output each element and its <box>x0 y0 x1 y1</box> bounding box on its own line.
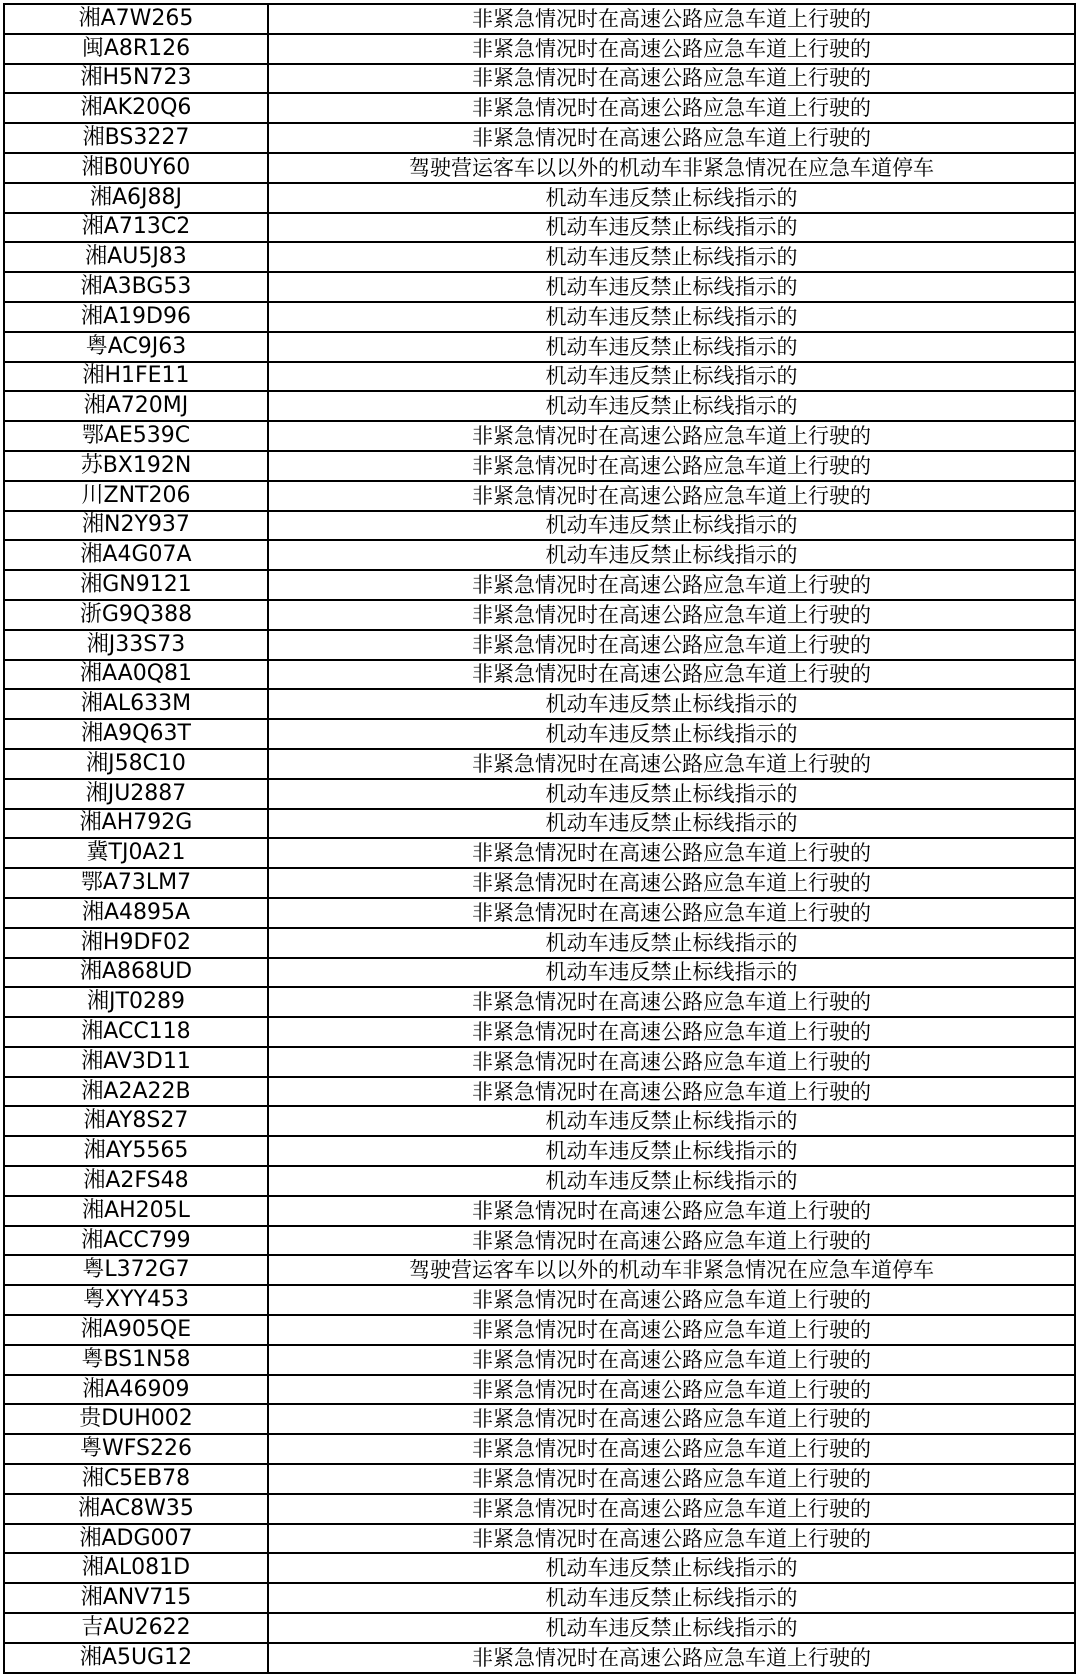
plate-number-cell: 湘J33S73 <box>4 630 268 660</box>
table-row <box>4 1553 1075 1583</box>
plate-number-cell: 湘AK20Q6 <box>4 93 268 123</box>
plate-number-cell: 粤XYY453 <box>4 1285 268 1315</box>
offense-description-cell: 非紧急情况时在高速公路应急车道上行驶的 <box>268 1285 1075 1315</box>
table-row <box>4 570 1075 600</box>
table-row <box>4 93 1075 123</box>
offense-description-cell: 机动车违反禁止标线指示的 <box>268 779 1075 809</box>
table-row <box>4 272 1075 302</box>
plate-number-cell: 湘A9Q63T <box>4 719 268 749</box>
offense-description-cell: 非紧急情况时在高速公路应急车道上行驶的 <box>268 451 1075 481</box>
offense-description-cell: 非紧急情况时在高速公路应急车道上行驶的 <box>268 1643 1075 1673</box>
offense-description-cell: 非紧急情况时在高速公路应急车道上行驶的 <box>268 1375 1075 1405</box>
offense-description-cell: 机动车违反禁止标线指示的 <box>268 332 1075 362</box>
offense-description-cell: 非紧急情况时在高速公路应急车道上行驶的 <box>268 838 1075 868</box>
offense-description-cell: 非紧急情况时在高速公路应急车道上行驶的 <box>268 1494 1075 1524</box>
table-row <box>4 1255 1075 1285</box>
plate-number-cell: 湘A713C2 <box>4 213 268 243</box>
plate-number-cell: 湘A3BG53 <box>4 272 268 302</box>
offense-description-cell: 非紧急情况时在高速公路应急车道上行驶的 <box>268 64 1075 94</box>
table-row <box>4 34 1075 64</box>
offense-description-cell: 非紧急情况时在高速公路应急车道上行驶的 <box>268 1017 1075 1047</box>
table-row <box>4 1404 1075 1434</box>
table-row <box>4 540 1075 570</box>
plate-number-cell: 粤WFS226 <box>4 1434 268 1464</box>
plate-number-cell: 冀TJ0A21 <box>4 838 268 868</box>
offense-description-cell: 非紧急情况时在高速公路应急车道上行驶的 <box>268 898 1075 928</box>
plate-number-cell: 湘H5N723 <box>4 64 268 94</box>
plate-number-cell: 湘A868UD <box>4 958 268 988</box>
plate-number-cell: 湘A905QE <box>4 1315 268 1345</box>
table-row <box>4 391 1075 421</box>
table-row <box>4 719 1075 749</box>
plate-number-cell: 湘H1FE11 <box>4 362 268 392</box>
offense-description-cell: 机动车违反禁止标线指示的 <box>268 183 1075 213</box>
plate-number-cell: 苏BX192N <box>4 451 268 481</box>
offense-description-cell: 非紧急情况时在高速公路应急车道上行驶的 <box>268 660 1075 690</box>
table-row <box>4 1375 1075 1405</box>
table-row <box>4 779 1075 809</box>
offense-description-cell: 非紧急情况时在高速公路应急车道上行驶的 <box>268 1434 1075 1464</box>
plate-number-cell: 湘A4895A <box>4 898 268 928</box>
plate-number-cell: 湘AA0Q81 <box>4 660 268 690</box>
plate-number-cell: 湘JU2887 <box>4 779 268 809</box>
table-row <box>4 1315 1075 1345</box>
offense-description-cell: 非紧急情况时在高速公路应急车道上行驶的 <box>268 1345 1075 1375</box>
offense-description-cell: 机动车违反禁止标线指示的 <box>268 689 1075 719</box>
offense-description-cell: 非紧急情况时在高速公路应急车道上行驶的 <box>268 481 1075 511</box>
offense-description-cell: 非紧急情况时在高速公路应急车道上行驶的 <box>268 868 1075 898</box>
offense-description-cell: 机动车违反禁止标线指示的 <box>268 958 1075 988</box>
offense-description-cell: 非紧急情况时在高速公路应急车道上行驶的 <box>268 1315 1075 1345</box>
plate-number-cell: 闽A8R126 <box>4 34 268 64</box>
offense-description-cell: 非紧急情况时在高速公路应急车道上行驶的 <box>268 570 1075 600</box>
offense-description-cell: 机动车违反禁止标线指示的 <box>268 242 1075 272</box>
plate-number-cell: 粤BS1N58 <box>4 1345 268 1375</box>
offense-description-cell: 非紧急情况时在高速公路应急车道上行驶的 <box>268 1404 1075 1434</box>
table-row <box>4 123 1075 153</box>
offense-description-cell: 非紧急情况时在高速公路应急车道上行驶的 <box>268 1196 1075 1226</box>
offense-description-cell: 机动车违反禁止标线指示的 <box>268 1613 1075 1643</box>
offense-description-cell: 机动车违反禁止标线指示的 <box>268 213 1075 243</box>
table-row <box>4 987 1075 1017</box>
table-row <box>4 1524 1075 1554</box>
plate-number-cell: 浙G9Q388 <box>4 600 268 630</box>
plate-number-cell: 鄂AE539C <box>4 421 268 451</box>
offense-description-cell: 非紧急情况时在高速公路应急车道上行驶的 <box>268 4 1075 34</box>
table-row <box>4 362 1075 392</box>
table-row <box>4 1643 1075 1673</box>
plate-number-cell: 鄂A73LM7 <box>4 868 268 898</box>
table-row <box>4 332 1075 362</box>
offense-description-cell: 驾驶营运客车以以外的机动车非紧急情况在应急车道停车 <box>268 1255 1075 1285</box>
offense-description-cell: 机动车违反禁止标线指示的 <box>268 511 1075 541</box>
plate-number-cell: 粤AC9J63 <box>4 332 268 362</box>
offense-description-cell: 非紧急情况时在高速公路应急车道上行驶的 <box>268 421 1075 451</box>
offense-description-cell: 机动车违反禁止标线指示的 <box>268 1136 1075 1166</box>
offense-description-cell: 机动车违反禁止标线指示的 <box>268 719 1075 749</box>
offense-description-cell: 机动车违反禁止标线指示的 <box>268 272 1075 302</box>
table-row <box>4 630 1075 660</box>
offense-description-cell: 机动车违反禁止标线指示的 <box>268 302 1075 332</box>
table-row <box>4 4 1075 34</box>
table-row <box>4 1077 1075 1107</box>
plate-number-cell: 湘JT0289 <box>4 987 268 1017</box>
offense-description-cell: 机动车违反禁止标线指示的 <box>268 1166 1075 1196</box>
offense-description-cell: 驾驶营运客车以以外的机动车非紧急情况在应急车道停车 <box>268 153 1075 183</box>
plate-number-cell: 湘ADG007 <box>4 1524 268 1554</box>
table-row <box>4 64 1075 94</box>
offense-description-cell: 非紧急情况时在高速公路应急车道上行驶的 <box>268 1464 1075 1494</box>
table-row <box>4 868 1075 898</box>
offense-description-cell: 机动车违反禁止标线指示的 <box>268 540 1075 570</box>
offense-description-cell: 非紧急情况时在高速公路应急车道上行驶的 <box>268 600 1075 630</box>
table-row <box>4 1166 1075 1196</box>
offense-description-cell: 机动车违反禁止标线指示的 <box>268 928 1075 958</box>
table-row <box>4 600 1075 630</box>
plate-number-cell: 湘ANV715 <box>4 1583 268 1613</box>
plate-number-cell: 湘AC8W35 <box>4 1494 268 1524</box>
table-row <box>4 1047 1075 1077</box>
plate-number-cell: 湘AH205L <box>4 1196 268 1226</box>
offense-description-cell: 机动车违反禁止标线指示的 <box>268 809 1075 839</box>
offense-description-cell: 机动车违反禁止标线指示的 <box>268 1583 1075 1613</box>
violation-table-body <box>4 4 1075 1673</box>
plate-number-cell: 贵DUH002 <box>4 1404 268 1434</box>
table-row <box>4 481 1075 511</box>
plate-number-cell: 湘A720MJ <box>4 391 268 421</box>
plate-number-cell: 湘A2FS48 <box>4 1166 268 1196</box>
table-row <box>4 1494 1075 1524</box>
table-row <box>4 242 1075 272</box>
table-row <box>4 838 1075 868</box>
table-row <box>4 1583 1075 1613</box>
table-row <box>4 511 1075 541</box>
table-row <box>4 183 1075 213</box>
plate-number-cell: 川ZNT206 <box>4 481 268 511</box>
plate-number-cell: 湘GN9121 <box>4 570 268 600</box>
table-row <box>4 1106 1075 1136</box>
plate-number-cell: 湘A4G07A <box>4 540 268 570</box>
plate-number-cell: 湘A5UG12 <box>4 1643 268 1673</box>
offense-description-cell: 非紧急情况时在高速公路应急车道上行驶的 <box>268 1524 1075 1554</box>
table-row <box>4 213 1075 243</box>
plate-number-cell: 湘A46909 <box>4 1375 268 1405</box>
table-row <box>4 1345 1075 1375</box>
plate-number-cell: 湘B0UY60 <box>4 153 268 183</box>
plate-number-cell: 湘AL633M <box>4 689 268 719</box>
plate-number-cell: 湘A6J88J <box>4 183 268 213</box>
plate-number-cell: 湘AH792G <box>4 809 268 839</box>
table-row <box>4 809 1075 839</box>
offense-description-cell: 非紧急情况时在高速公路应急车道上行驶的 <box>268 93 1075 123</box>
plate-number-cell: 湘J58C10 <box>4 749 268 779</box>
table-row <box>4 1136 1075 1166</box>
offense-description-cell: 机动车违反禁止标线指示的 <box>268 1106 1075 1136</box>
offense-description-cell: 机动车违反禁止标线指示的 <box>268 391 1075 421</box>
plate-number-cell: 湘ACC118 <box>4 1017 268 1047</box>
offense-description-cell: 非紧急情况时在高速公路应急车道上行驶的 <box>268 34 1075 64</box>
plate-number-cell: 吉AU2622 <box>4 1613 268 1643</box>
offense-description-cell: 非紧急情况时在高速公路应急车道上行驶的 <box>268 1047 1075 1077</box>
plate-number-cell: 湘N2Y937 <box>4 511 268 541</box>
table-row <box>4 928 1075 958</box>
table-row <box>4 1196 1075 1226</box>
plate-number-cell: 湘AU5J83 <box>4 242 268 272</box>
table-row <box>4 660 1075 690</box>
table-row <box>4 898 1075 928</box>
offense-description-cell: 非紧急情况时在高速公路应急车道上行驶的 <box>268 630 1075 660</box>
plate-number-cell: 湘H9DF02 <box>4 928 268 958</box>
plate-number-cell: 湘ACC799 <box>4 1226 268 1256</box>
plate-number-cell: 湘C5EB78 <box>4 1464 268 1494</box>
table-row <box>4 451 1075 481</box>
table-row <box>4 1017 1075 1047</box>
offense-description-cell: 非紧急情况时在高速公路应急车道上行驶的 <box>268 1077 1075 1107</box>
plate-number-cell: 湘A7W265 <box>4 4 268 34</box>
plate-number-cell: 湘A19D96 <box>4 302 268 332</box>
table-row <box>4 1613 1075 1643</box>
table-row <box>4 689 1075 719</box>
table-row <box>4 421 1075 451</box>
offense-description-cell: 机动车违反禁止标线指示的 <box>268 1553 1075 1583</box>
plate-number-cell: 湘AY8S27 <box>4 1106 268 1136</box>
table-row <box>4 958 1075 988</box>
plate-number-cell: 湘AL081D <box>4 1553 268 1583</box>
table-row <box>4 1226 1075 1256</box>
table-row <box>4 302 1075 332</box>
plate-number-cell: 湘AY5565 <box>4 1136 268 1166</box>
offense-description-cell: 机动车违反禁止标线指示的 <box>268 362 1075 392</box>
violation-table <box>3 3 1076 1674</box>
table-row <box>4 1464 1075 1494</box>
plate-number-cell: 湘AV3D11 <box>4 1047 268 1077</box>
plate-number-cell: 湘A2A22B <box>4 1077 268 1107</box>
table-row <box>4 749 1075 779</box>
table-row <box>4 1285 1075 1315</box>
offense-description-cell: 非紧急情况时在高速公路应急车道上行驶的 <box>268 123 1075 153</box>
plate-number-cell: 湘BS3227 <box>4 123 268 153</box>
offense-description-cell: 非紧急情况时在高速公路应急车道上行驶的 <box>268 1226 1075 1256</box>
offense-description-cell: 非紧急情况时在高速公路应急车道上行驶的 <box>268 987 1075 1017</box>
plate-number-cell: 粤L372G7 <box>4 1255 268 1285</box>
offense-description-cell: 非紧急情况时在高速公路应急车道上行驶的 <box>268 749 1075 779</box>
table-row <box>4 153 1075 183</box>
table-row <box>4 1434 1075 1464</box>
